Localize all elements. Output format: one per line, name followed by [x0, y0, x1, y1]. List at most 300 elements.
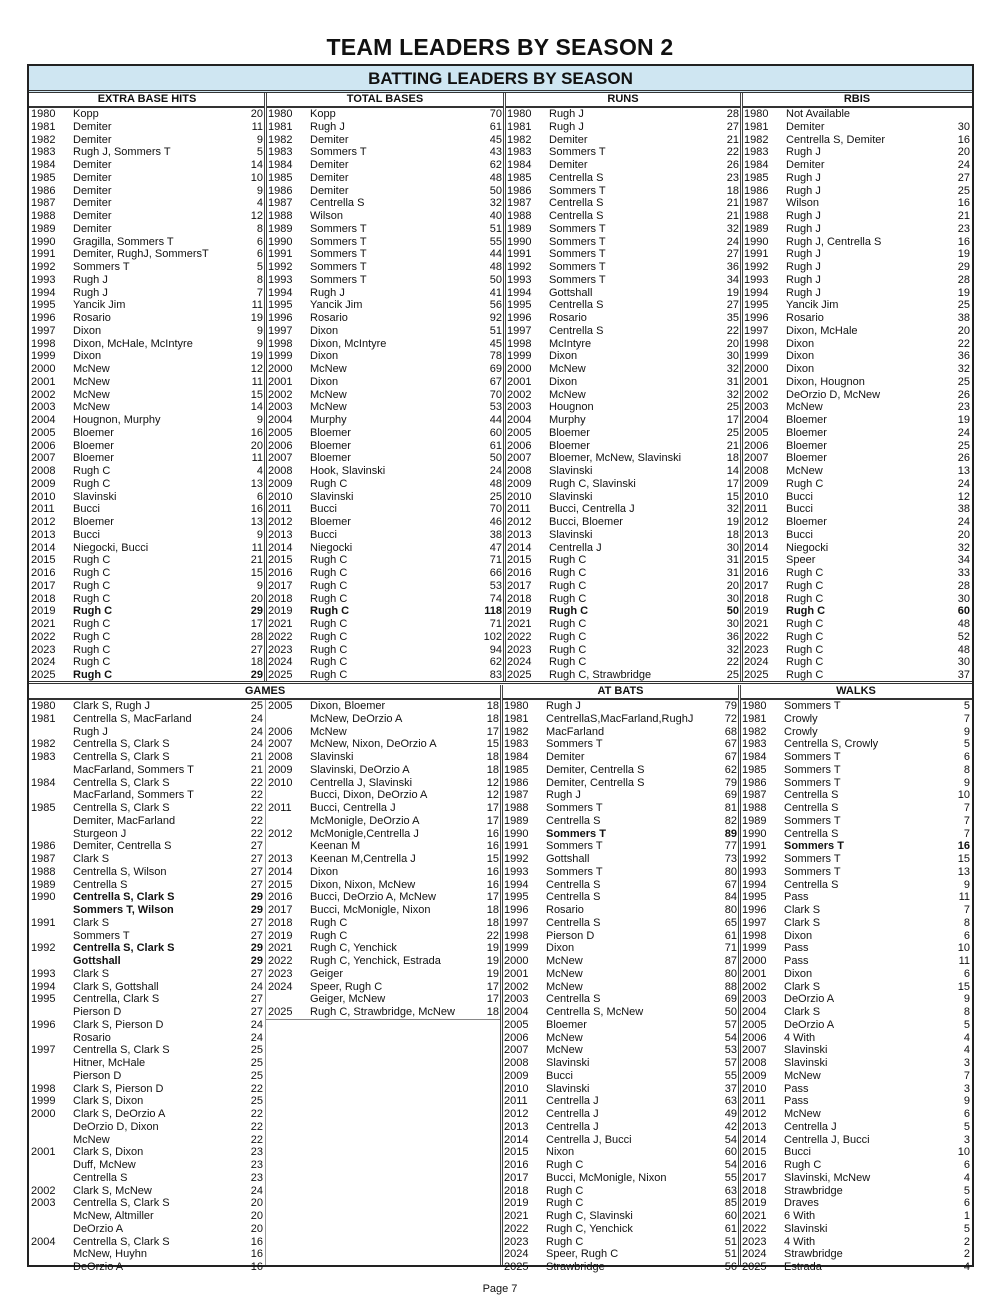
- row-value: 51: [724, 1235, 737, 1248]
- row-player: Bucci: [310, 503, 337, 516]
- table-row: [266, 261, 504, 274]
- row-player: Centrella J: [546, 1120, 599, 1133]
- row-player: McNew: [73, 363, 110, 375]
- row-player: Bucci: [784, 1146, 811, 1159]
- row-year: 2009: [507, 477, 532, 490]
- table-row: [740, 764, 972, 777]
- row-value: 32: [489, 197, 502, 210]
- row-year: 2019: [268, 929, 293, 942]
- table-row: [742, 108, 972, 121]
- table-row: [740, 879, 972, 892]
- row-player: Centrella S: [549, 197, 604, 210]
- row-year: 2010: [268, 490, 293, 503]
- column-header-total-bases: TOTAL BASES: [266, 93, 504, 108]
- row-year: 1985: [268, 171, 293, 184]
- row-value: 48: [489, 261, 502, 273]
- table-row: [740, 1146, 972, 1159]
- table-row: [502, 751, 739, 764]
- row-year: 2018: [507, 592, 532, 605]
- table-row: [502, 1146, 739, 1159]
- row-year: 2014: [504, 1133, 529, 1146]
- table-row: [740, 993, 972, 1006]
- row-player: 6 With: [784, 1210, 816, 1222]
- row-player: Rugh C, Slavinski: [549, 477, 636, 490]
- table-row: [740, 802, 972, 815]
- row-player: Geiger: [310, 967, 344, 980]
- table-row: [266, 789, 501, 802]
- runs-list: [505, 108, 741, 682]
- row-value: 16: [250, 1235, 263, 1248]
- bottom-section: [29, 685, 972, 1273]
- row-year: 2006: [268, 439, 293, 452]
- table-row: [29, 427, 265, 440]
- row-value: 11: [251, 120, 263, 133]
- row-player: Estrada: [784, 1261, 822, 1273]
- table-row: [505, 491, 741, 504]
- row-player: Bloemer: [310, 439, 351, 452]
- row-year: 2009: [742, 1069, 767, 1082]
- row-value: 92: [489, 312, 502, 324]
- row-player: Rugh J: [786, 261, 821, 273]
- row-player: Dixon: [786, 350, 815, 363]
- row-value: 33: [957, 567, 970, 579]
- row-value: 15: [726, 490, 739, 503]
- table-row: [502, 815, 739, 828]
- row-player: Dixon, Bloemer: [310, 700, 386, 712]
- table-row: [266, 993, 501, 1006]
- table-row: [29, 159, 265, 172]
- row-player: Centrella S: [549, 210, 604, 222]
- row-player: Dixon, McIntyre: [310, 337, 387, 350]
- row-player: Rugh C: [549, 630, 587, 643]
- row-player: Rugh C: [73, 567, 111, 579]
- table-row: [29, 993, 265, 1006]
- row-value: 18: [486, 763, 499, 776]
- table-row: [266, 427, 504, 440]
- row-player: Rugh C: [549, 605, 589, 618]
- table-row: [29, 738, 265, 751]
- row-value: 16: [486, 840, 499, 853]
- table-row: [742, 261, 972, 274]
- table-row: [740, 815, 972, 828]
- table-row: [742, 644, 972, 657]
- row-value: 41: [489, 286, 502, 299]
- row-year: 2004: [504, 1006, 529, 1018]
- row-year: 1997: [507, 324, 532, 337]
- row-value: 25: [250, 1069, 263, 1082]
- row-value: 21: [726, 197, 739, 210]
- row-player: Sommers T: [310, 222, 367, 235]
- row-value: 73: [724, 853, 737, 865]
- table-row: [266, 414, 504, 427]
- table-row: [742, 197, 972, 210]
- row-value: 19: [486, 955, 499, 967]
- row-year: 1982: [742, 725, 767, 738]
- table-row: [502, 942, 739, 955]
- row-year: 2021: [268, 942, 293, 955]
- row-player: Rugh C: [310, 618, 348, 630]
- row-year: 2000: [742, 955, 767, 967]
- table-row: [29, 618, 265, 631]
- table-row: [740, 1172, 972, 1185]
- table-row: [29, 1185, 265, 1198]
- row-year: 2003: [744, 401, 769, 414]
- row-year: 2011: [507, 503, 531, 516]
- row-player: Sommers T, Wilson: [73, 904, 174, 916]
- row-value: 25: [957, 184, 970, 197]
- table-row: [29, 261, 265, 274]
- row-player: DeOrzio D, Dixon: [73, 1120, 159, 1133]
- table-row: [505, 159, 741, 172]
- row-value: 25: [250, 1044, 263, 1057]
- row-value: 18: [486, 712, 499, 725]
- row-year: 2022: [268, 955, 293, 967]
- row-value: 9: [256, 133, 263, 146]
- row-player: Bloemer: [549, 426, 590, 439]
- row-year: 2014: [744, 541, 769, 554]
- row-player: Dixon: [546, 942, 575, 955]
- row-value: 19: [486, 942, 499, 955]
- row-player: Rugh C: [310, 592, 348, 605]
- row-value: 18: [486, 916, 499, 929]
- row-value: 23: [726, 171, 739, 184]
- row-player: CentrellaS,MacFarland,RughJ: [546, 712, 694, 725]
- row-player: Pass: [784, 955, 809, 967]
- row-player: Dixon: [549, 375, 578, 388]
- row-value: 29: [250, 669, 263, 681]
- row-value: 5: [963, 700, 970, 712]
- row-player: Clark S: [784, 916, 821, 929]
- table-row: [266, 172, 504, 185]
- row-value: 78: [489, 350, 502, 363]
- row-year: 2004: [31, 414, 56, 426]
- row-year: 2017: [744, 579, 769, 592]
- row-value: 16: [250, 1248, 263, 1261]
- row-value: 22: [957, 337, 970, 350]
- row-value: 2: [963, 1248, 970, 1261]
- row-year: 2002: [504, 980, 529, 993]
- row-year: 2017: [742, 1171, 767, 1184]
- row-year: 1990: [31, 891, 56, 904]
- row-year: 2006: [504, 1031, 529, 1044]
- row-value: 12: [957, 490, 970, 503]
- row-year: 1991: [268, 248, 293, 261]
- row-value: 66: [489, 567, 502, 579]
- table-row: [505, 465, 741, 478]
- row-value: 27: [250, 878, 263, 891]
- row-year: 2009: [504, 1069, 529, 1082]
- row-year: 1997: [268, 324, 293, 337]
- row-year: 2022: [504, 1222, 529, 1235]
- row-value: 22: [250, 814, 263, 827]
- table-row: [740, 968, 972, 981]
- table-row: [266, 593, 504, 606]
- row-player: Bloemer: [786, 414, 827, 426]
- row-player: Rugh J: [549, 108, 584, 120]
- table-row: [505, 236, 741, 249]
- table-row: [505, 631, 741, 644]
- table-row: [29, 726, 265, 739]
- row-value: 42: [724, 1120, 737, 1133]
- row-player: Speer, Rugh C: [310, 980, 383, 993]
- row-value: 5: [963, 1018, 970, 1031]
- row-value: 24: [250, 1018, 263, 1031]
- row-value: 51: [724, 1248, 737, 1261]
- row-player: Sommers T: [549, 273, 606, 286]
- row-player: Demiter, Centrella S: [546, 763, 645, 776]
- table-row: [266, 840, 501, 853]
- row-year: 2019: [507, 605, 532, 618]
- table-row: [742, 210, 972, 223]
- table-row: [29, 891, 265, 904]
- row-year: 1992: [504, 853, 529, 865]
- row-player: Centrella S, Clark S: [73, 751, 170, 763]
- row-player: Clark S, Dixon: [73, 1146, 144, 1159]
- row-value: 48: [489, 171, 502, 184]
- table-row: [29, 789, 265, 802]
- row-player: Rosario: [73, 1031, 111, 1044]
- row-year: 1990: [744, 235, 769, 248]
- row-value: 16: [957, 133, 970, 146]
- row-player: Rosario: [546, 904, 584, 916]
- row-player: Rugh C: [786, 579, 824, 592]
- row-year: 2015: [504, 1146, 529, 1159]
- row-year: 2007: [507, 452, 532, 465]
- table-row: [502, 789, 739, 802]
- row-year: 2021: [507, 618, 532, 630]
- row-player: Clark S: [73, 916, 110, 929]
- table-row: [740, 1032, 972, 1045]
- row-year: 1995: [31, 299, 56, 312]
- row-player: Demiter: [73, 120, 112, 133]
- row-value: 22: [250, 776, 263, 789]
- row-year: 2019: [742, 1197, 767, 1210]
- row-value: 1: [963, 1210, 970, 1222]
- row-value: 11: [958, 955, 970, 967]
- row-value: 50: [724, 1006, 737, 1018]
- table-row: [740, 840, 972, 853]
- row-player: DeOrzio A: [73, 1261, 124, 1273]
- row-year: 1985: [31, 171, 56, 184]
- table-row: [29, 981, 265, 994]
- row-player: Rugh C: [546, 1184, 584, 1197]
- row-player: Demiter: [310, 159, 349, 171]
- row-value: 11: [251, 299, 263, 312]
- row-year: 2012: [268, 516, 293, 528]
- row-year: 1981: [504, 712, 529, 725]
- row-player: Sommers T: [784, 865, 841, 878]
- row-year: 2013: [507, 528, 532, 541]
- row-player: McMonigle, DeOrzio A: [310, 814, 420, 827]
- table-row: [266, 904, 501, 917]
- row-value: 18: [726, 452, 739, 465]
- row-value: 27: [250, 916, 263, 929]
- row-year: 2011: [742, 1095, 766, 1108]
- row-value: 51: [489, 222, 502, 235]
- row-player: Sommers T: [784, 763, 841, 776]
- row-player: Demiter: [549, 133, 588, 146]
- row-year: 1982: [744, 133, 769, 146]
- row-value: 28: [726, 108, 739, 120]
- table-row: [29, 1006, 265, 1019]
- table-row: [742, 363, 972, 376]
- table-row: [505, 529, 741, 542]
- table-row: [502, 1057, 739, 1070]
- row-value: 53: [724, 1044, 737, 1057]
- row-player: Bucci: [786, 528, 813, 541]
- row-player: Bloemer: [786, 426, 827, 439]
- row-year: 2009: [268, 763, 293, 776]
- table-row: [505, 656, 741, 669]
- row-player: Centrella S, Demiter: [786, 133, 886, 146]
- row-value: 14: [250, 159, 263, 171]
- table-row: [502, 917, 739, 930]
- row-value: 4: [963, 1031, 970, 1044]
- table-row: [266, 777, 501, 790]
- row-year: 2004: [268, 414, 293, 426]
- row-year: 2024: [744, 656, 769, 669]
- table-row: [29, 1146, 265, 1159]
- table-row: [29, 389, 265, 402]
- row-value: 67: [724, 751, 737, 763]
- row-value: 71: [489, 618, 502, 630]
- table-row: [505, 338, 741, 351]
- row-year: 1987: [268, 197, 293, 210]
- table-row: [29, 325, 265, 338]
- row-year: 2009: [268, 477, 293, 490]
- row-year: 2005: [268, 700, 293, 712]
- row-player: Rugh C, Slavinski: [546, 1210, 633, 1222]
- row-year: 1984: [31, 159, 56, 171]
- row-player: Dixon: [73, 350, 102, 363]
- row-value: 24: [957, 426, 970, 439]
- row-player: Geiger, McNew: [310, 993, 386, 1006]
- table-row: [29, 853, 265, 866]
- row-value: 62: [724, 763, 737, 776]
- row-player: Rugh C: [73, 656, 111, 669]
- row-year: 1990: [742, 827, 767, 840]
- row-year: 2002: [268, 388, 293, 401]
- row-value: 60: [489, 426, 502, 439]
- row-value: 79: [724, 776, 737, 789]
- row-player: Rugh C: [73, 465, 111, 477]
- row-player: MacFarland, Sommers T: [73, 789, 194, 802]
- row-value: 15: [250, 388, 263, 401]
- row-year: 1988: [507, 210, 532, 222]
- row-player: Bucci: [786, 503, 813, 516]
- column-header-runs: RUNS: [505, 93, 741, 108]
- table-row: [502, 853, 739, 866]
- row-player: McNew: [786, 465, 823, 477]
- row-player: Centrella S, Clark S: [73, 802, 170, 814]
- row-player: 4 With: [784, 1031, 816, 1044]
- table-row: [29, 1108, 265, 1121]
- row-year: 2007: [268, 452, 293, 465]
- row-year: 1994: [268, 286, 293, 299]
- row-year: 2000: [507, 363, 532, 375]
- row-year: 1986: [31, 840, 56, 853]
- table-row: [29, 1223, 265, 1236]
- row-year: 2024: [742, 1248, 767, 1261]
- table-row: [266, 764, 501, 777]
- row-value: 27: [250, 967, 263, 980]
- row-value: 17: [486, 891, 499, 904]
- row-value: 21: [250, 554, 263, 567]
- row-value: 61: [724, 929, 737, 942]
- table-row: [266, 491, 504, 504]
- table-row: [502, 930, 739, 943]
- row-player: Duff, McNew: [73, 1159, 136, 1171]
- row-value: 50: [489, 184, 502, 197]
- row-player: Rugh C: [786, 567, 824, 579]
- row-year: 1993: [268, 273, 293, 286]
- row-value: 6: [963, 1108, 970, 1120]
- row-year: 1982: [504, 725, 529, 738]
- row-player: Demiter: [310, 133, 349, 146]
- row-player: Rugh C, Yenchick: [310, 942, 397, 955]
- row-value: 7: [963, 814, 970, 827]
- table-row: [505, 567, 741, 580]
- row-player: Rosario: [310, 312, 348, 324]
- row-year: 2001: [504, 967, 529, 980]
- row-year: 1988: [742, 802, 767, 814]
- row-player: Rugh C: [310, 605, 350, 618]
- row-player: Centrella S: [784, 789, 839, 802]
- table-row: [505, 248, 741, 261]
- row-value: 48: [489, 477, 502, 490]
- row-year: 1999: [31, 350, 56, 363]
- table-row: [266, 210, 504, 223]
- row-value: 28: [957, 579, 970, 592]
- row-year: 1997: [744, 324, 769, 337]
- row-year: 2023: [507, 643, 532, 656]
- row-value: 32: [726, 503, 739, 516]
- row-year: 1996: [742, 904, 767, 916]
- row-year: 2022: [742, 1222, 767, 1235]
- row-value: 50: [489, 273, 502, 286]
- table-row: [505, 376, 741, 389]
- table-row: [740, 713, 972, 726]
- table-row: [502, 981, 739, 994]
- row-player: Rugh C: [786, 656, 824, 669]
- table-row: [29, 529, 265, 542]
- row-value: 27: [726, 299, 739, 312]
- row-player: Strawbridge: [546, 1261, 605, 1273]
- row-year: 1996: [31, 1018, 56, 1031]
- table-row: [29, 1261, 265, 1274]
- table-row: [29, 656, 265, 669]
- row-value: 25: [250, 1057, 263, 1069]
- batting-leaders-table: [27, 64, 974, 1273]
- row-player: McNew: [546, 980, 583, 993]
- row-value: 25: [726, 669, 739, 681]
- row-value: 10: [957, 942, 970, 955]
- row-year: 2014: [507, 541, 532, 554]
- row-year: 2017: [268, 904, 293, 916]
- table-row: [29, 828, 265, 841]
- row-year: 1992: [744, 261, 769, 273]
- row-value: 43: [489, 146, 502, 159]
- row-value: 27: [250, 865, 263, 878]
- row-year: 2005: [742, 1018, 767, 1031]
- row-player: Demiter: [786, 159, 825, 171]
- row-player: Sommers T: [546, 827, 606, 840]
- row-year: 2016: [742, 1159, 767, 1171]
- row-value: 29: [250, 605, 263, 618]
- table-row: [505, 299, 741, 312]
- row-value: 8: [963, 1006, 970, 1018]
- row-player: Sommers T: [546, 802, 603, 814]
